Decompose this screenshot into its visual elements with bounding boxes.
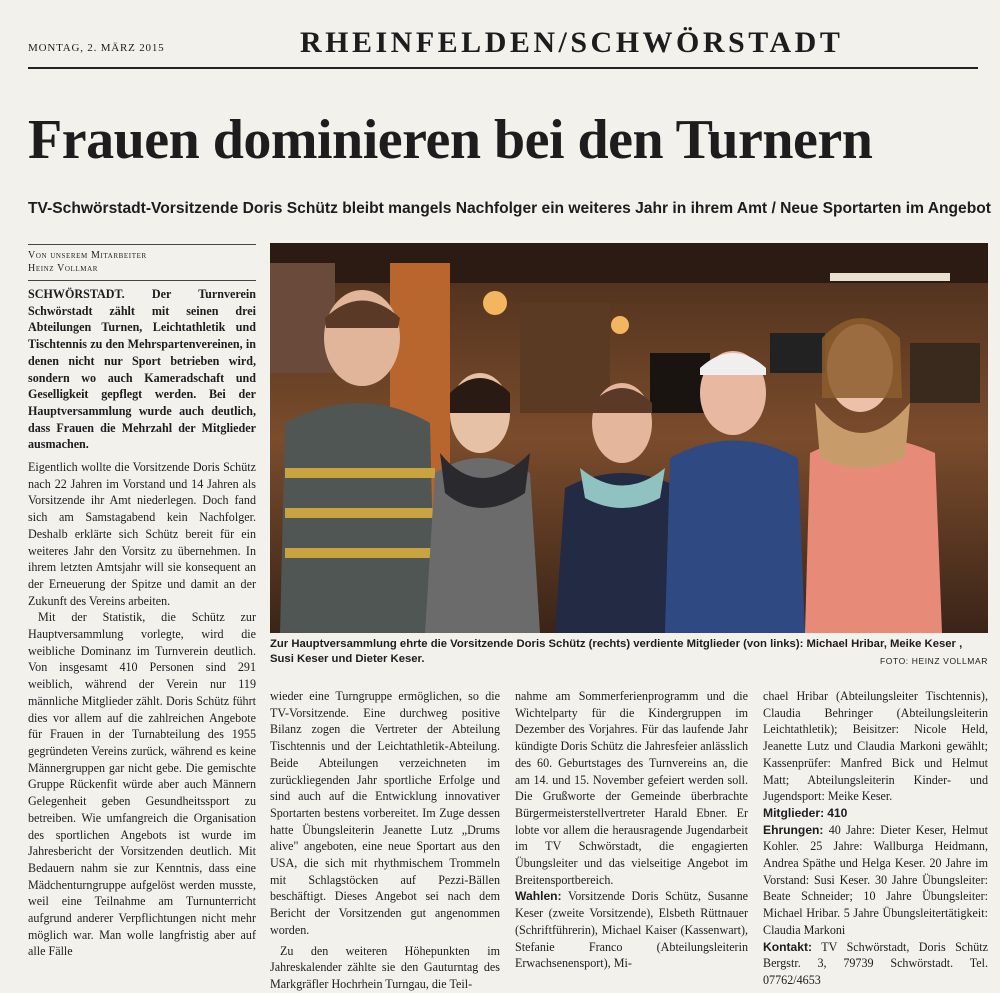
contact-text: TV Schwörstadt, Doris Schütz Bergstr. 3, 79739 Schwörstadt. Tel. 07762/4653 — [763, 939, 988, 987]
body-paragraph: nahme am Sommerferienprogramm und die Wichtelparty für die Kindergruppen im Dezember des Vorjahres. Für das laufende Jahr kündigte Doris Schütz die Jahresfeier anlässlich des 60. Geburtstages des Turnvereins an, die am 14. und 15. November gefeiert werden soll. Die Grußworte der Gemeinde überbrachte Bürgermeisterstellvertreter Harald Ebner. Er lobte vor allem die herausragende Jugendarbeit im TV Schwörstadt, die engagierten Übungsleiter und das vielseitige Angebot im Breitensportbereich. — [515, 689, 748, 887]
contact-paragraph — [763, 939, 988, 989]
honors-label: Ehrungen: — [763, 822, 824, 837]
subheadline: TV-Schwörstadt-Vorsitzende Doris Schütz bleibt mangels Nachfolger ein weiteres Jahr in ihrem Amt / Neue Sportarten im Angebot — [28, 200, 991, 217]
byline-role: Von unserem Mitarbeiter — [28, 250, 147, 261]
body-paragraph: Mit der Statistik, die Schütz zur Hauptversammlung vorlegte, wird die weibliche Dominanz im Turnverein deutlich. Von insgesamt 410 Personen sind 291 weiblich, während der Verein nur 119 männliche Mitglieder zählt. Doris Schütz führt dies vor allem auf die zahlreichen Angebote für Frauen in der Turnabteilung des 1955 gegründeten Vereins zurück, während es keine Männergruppen gar nicht gebe. Die gemischte Gruppe Rückenfit würde aber auch Männern Gelegenheit geben Gesundheitssport zu betreiben. Wie umfangreich die Organisation des sportlichen Angebots ist wurde im Jahresbericht der Vorsitzenden deutlich. Mit Bedauern nahm sie zur Kenntnis, dass eine Mädchenturngruppe aufgelöst werden musste, weil eine Teilnahme am Turnunterricht aufgrund anderer Verpflichtungen nicht mehr möglich war. Man wolle langfristig aber auf alle Fälle — [28, 610, 256, 959]
issue-date: MONTAG, 2. MÄRZ 2015 — [28, 42, 165, 54]
article-photo — [270, 243, 988, 633]
contact-label: Kontakt: — [763, 939, 813, 954]
members-count: 410 — [827, 805, 848, 820]
body-paragraph: wieder eine Turngruppe ermöglichen, so die TV-Vorsitzende. Eine durchweg positive Bilanz zogen die Vertreter der Abteilung Tischtennis und der Leichtathletik-Abteilung. Beide Abteilungen verzeichneten im zurückliegenden Jahr sportliche Erfolge und sind auch auf die Entwicklung innovativer Sportarten bestens vorbereitet. Im Zuge dessen hatte Übungsleiterin Jeanette Lutz „Drums alive" angeboten, eine neue Sportart aus den USA, die sich mit rhythmischem Trommeln mit Schlagstöcken auf Pezzi-Bällen beschäftigt. Dieses Angebot sei nach dem Bericht der Vorsitzenden gut angenommen worden. — [270, 689, 500, 937]
byline-author: Heinz Vollmar — [28, 263, 99, 274]
lead-paragraph — [28, 286, 256, 453]
honors-paragraph — [763, 822, 988, 939]
article-column-2 — [270, 688, 500, 991]
article-column-4 — [763, 688, 988, 987]
byline — [28, 244, 256, 281]
body-paragraph: Eigentlich wollte die Vorsitzende Doris Schütz nach 22 Jahren im Vorstand und 14 Jahren als Vorsitzende ihr Amt niederlegen. Doch fand sich am Samstagabend kein Nachfolger. Deshalb erklärte sich Schütz bereit für ein weiteres Jahr den Vorsitz zu übernehmen. In ihrem letzten Amtsjahr will sie konsequent an der Erneuerung der Spitze und damit an der Zukunft des Vereins arbeiten. — [28, 460, 256, 608]
header-rule — [28, 67, 978, 69]
section-title: RHEINFELDEN/SCHWÖRSTADT — [300, 26, 844, 59]
body-paragraph: Zu den weiteren Höhepunkten im Jahreskalender zählte sie den Gauturntag des Markgräfler Hochrhein Turngau, die Teil- — [270, 943, 500, 991]
lead-text: Der Turnverein Schwörstadt zählt mit seinen drei Abteilungen Turnen, Leichtathletik und Tischtennis zu den Mehrspartenvereinen, in denen nicht nur Sport betrieben wird, sondern wo auch Kameradschaft und Geselligkeit gepflegt werden. Bei der Hauptversammlung wurde auch deutlich, dass Frauen die Mehrzahl der Mitglieder ausmachen. — [28, 287, 256, 452]
members-paragraph — [763, 805, 988, 822]
elections-label: Wahlen: — [515, 889, 562, 904]
photo-caption: Zur Hauptversammlung ehrte die Vorsitzende Doris Schütz (rechts) verdiente Mitglieder (von links): Michael Hribar, Meike Keser , Susi Keser und Dieter Keser. — [270, 638, 963, 665]
dateline-place: SCHWÖRSTADT. — [28, 287, 125, 301]
headline: Frauen dominieren bei den Turnern — [28, 109, 873, 171]
article-column-3 — [515, 688, 748, 978]
photo-credit: FOTO: HEINZ VOLLMAR — [879, 656, 988, 666]
photo-illustration — [270, 243, 988, 633]
article-column-1 — [28, 286, 256, 976]
members-label: Mitglieder: — [763, 805, 825, 820]
honors-text: 40 Jahre: Dieter Keser, Helmut Kohler. 25 Jahre: Wallburga Heidmann, Andrea Späthe und Helga Keser. 20 Jahre im Vorstand: Susi Keser. 30 Jahre Übungsleiter: Beate Schneider; 10 Jahre Übungsleiter: Michael Hribar. 5 Jahre Übungsleitertätigkeit: Claudia Markoni — [763, 822, 988, 937]
elections-text: Vorsitzende Doris Schütz, Susanne Keser (zweite Vorsitzende), Elsbeth Rüttnauer (Schriftführerin), Michael Kaiser (Kassenwart), Stefanie Franco (Abteilungsleiterin Erwachsenensport), Mi- — [515, 889, 748, 971]
body-paragraph: chael Hribar (Abteilungsleiter Tischtennis), Claudia Behringer (Abteilungsleiterin Leichtathletik); Beisitzer: Nicole Held, Jeanette Lutz und Claudia Markoni gewählt; Kassenprüfer: Manfred Bick und Helmut Matt; Abteilungsleiterin Kinder- und Jugendsport: Meike Keser. — [763, 689, 988, 804]
elections-paragraph — [515, 888, 748, 972]
